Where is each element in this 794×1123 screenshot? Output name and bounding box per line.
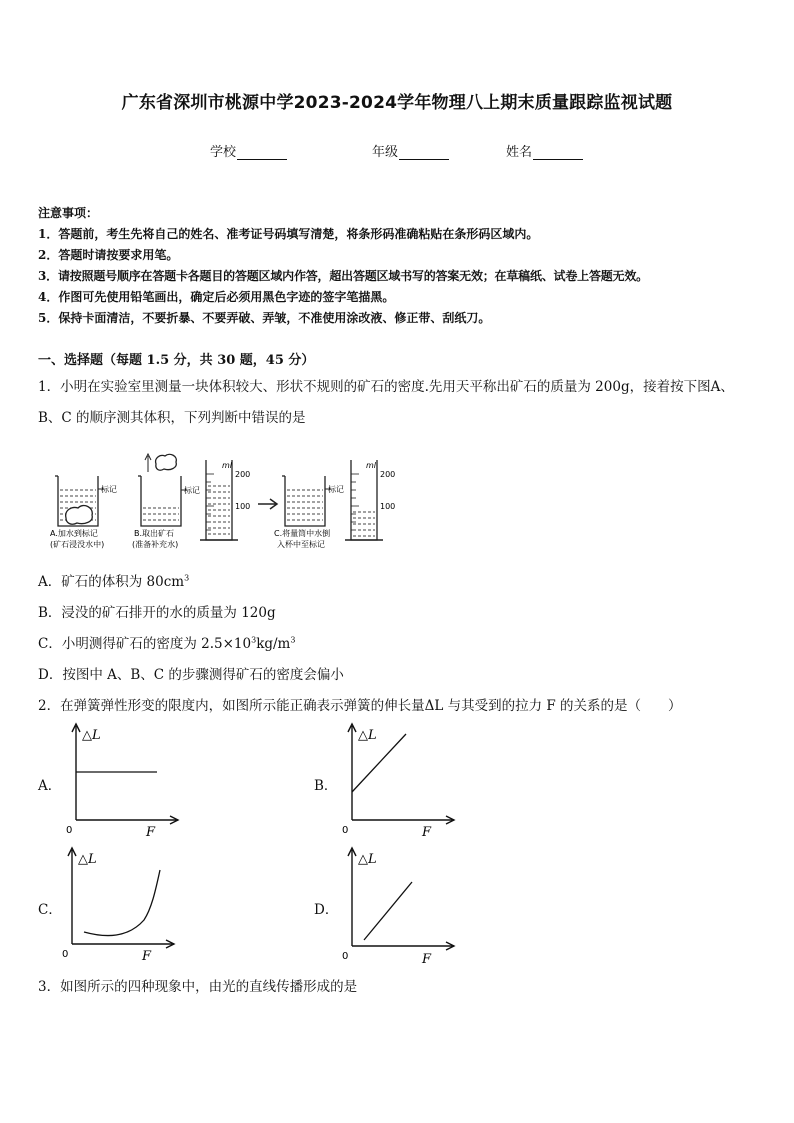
q1-option-a-sup: 3 (184, 573, 190, 583)
unit-ml-1: ml (222, 461, 233, 470)
graph-c-xlabel: F (142, 949, 152, 964)
beaker-c (282, 476, 331, 526)
q1-option-d[interactable]: D．按图中 A、B、C 的步骤测得矿石的密度会偏小 (38, 667, 344, 683)
notice-item-3: 3．请按照题号顺序在答题卡各题目的答题区域内作答，超出答题区域书写的答案无效；在草稿纸、试卷上答题无效。 (38, 269, 648, 283)
q2-graph-b[interactable] (338, 720, 468, 840)
beaker-a (55, 476, 104, 526)
q2-graph-c[interactable] (58, 844, 188, 964)
q1-option-b[interactable]: B．浸没的矿石排开的水的质量为 120g (38, 605, 276, 621)
q1-option-a-text: A．矿石的体积为 80cm (38, 574, 185, 590)
page-title: 广东省深圳市桃源中学2023-2024学年物理八上期末质量跟踪监视试题 (121, 93, 673, 113)
arrow-icon (258, 499, 277, 509)
school-label: 学校 (210, 145, 237, 160)
q1-text-line2: B、C 的顺序测其体积，下列判断中错误的是 (38, 410, 306, 426)
graph-c-origin: 0 (62, 949, 69, 960)
notice-heading: 注意事项： (38, 206, 99, 220)
caption-c1: C.将量筒中水倒 (274, 529, 331, 538)
q2-graph-d[interactable] (338, 844, 468, 968)
graph-a-xlabel: F (146, 825, 156, 840)
caption-b1: B.取出矿石 (134, 529, 175, 538)
q1-option-c[interactable] (38, 632, 295, 652)
q2-option-a-label[interactable]: A． (38, 778, 62, 794)
graph-b-ylabel: △L (358, 728, 377, 743)
caption-a1: A.加水到标记 (50, 529, 98, 538)
graph-b-origin: 0 (342, 825, 349, 836)
ore-rock (66, 506, 93, 525)
q1-figure (44, 452, 404, 556)
q1-option-c-sup1: 3 (251, 635, 257, 645)
q1-option-c-text: C．小明测得矿石的密度为 2.5×10 (38, 636, 252, 652)
graph-c-curve (84, 870, 160, 936)
tick-100-1: 100 (235, 502, 251, 511)
grade-blank[interactable] (399, 146, 449, 160)
name-label: 姓名 (506, 145, 533, 160)
caption-a2: (矿石浸没水中) (50, 540, 105, 549)
mark-label-a: 标记 (101, 485, 117, 494)
graph-a-ylabel: △L (82, 728, 101, 743)
q3-text: 3．如图所示的四种现象中，由光的直线传播形成的是 (38, 979, 358, 995)
name-blank[interactable] (533, 146, 583, 160)
school-field[interactable] (210, 141, 287, 160)
school-blank[interactable] (237, 146, 287, 160)
notice-item-2: 2．答题时请按要求用笔。 (38, 248, 179, 262)
tick-100-2: 100 (380, 502, 396, 511)
tick-200-1: 200 (235, 470, 251, 479)
graph-c-ylabel: △L (78, 852, 97, 867)
unit-ml-2: ml (366, 461, 377, 470)
grade-field[interactable] (372, 141, 449, 160)
ore-rock-lifted (156, 454, 177, 470)
beaker-b (138, 454, 187, 526)
cylinder-2 (345, 460, 383, 540)
q2-option-c-label[interactable]: C． (38, 902, 62, 918)
graph-d-origin: 0 (342, 951, 349, 962)
name-field[interactable] (506, 141, 583, 160)
graph-b-xlabel: F (422, 825, 432, 840)
mark-label-c: 标记 (328, 485, 344, 494)
graph-d-line (364, 882, 412, 940)
tick-200-2: 200 (380, 470, 396, 479)
q2-option-d-label[interactable]: D． (314, 902, 339, 918)
mark-label-b: 标记 (184, 486, 200, 495)
notice-item-4: 4．作图可先使用铅笔画出，确定后必须用黑色字迹的签字笔描黑。 (38, 290, 395, 304)
q2-option-b-label[interactable]: B． (314, 778, 338, 794)
q1-text-line1: 1．小明在实验室里测量一块体积较大、形状不规则的矿石的密度.先用天平称出矿石的质量为 200g，接着按下图A、 (38, 379, 734, 395)
cylinder-1 (200, 460, 238, 540)
grade-label: 年级 (372, 145, 399, 160)
caption-c2: 入杯中至标记 (277, 540, 325, 549)
notice-item-1: 1．答题前，考生先将自己的姓名、准考证号码填写清楚，将条形码准确粘贴在条形码区域内。 (38, 227, 539, 241)
q1-option-c-unit: kg/m (256, 636, 291, 652)
notice-item-5: 5．保持卡面清洁，不要折暴、不要弄破、弄皱，不准使用涂改液、修正带、刮纸刀。 (38, 311, 491, 325)
graph-d-xlabel: F (422, 952, 432, 967)
section-heading: 一、选择题（每题 1.5 分，共 30 题，45 分） (38, 353, 315, 368)
graph-d-ylabel: △L (358, 852, 377, 867)
q1-option-a[interactable] (38, 570, 189, 590)
graph-a-origin: 0 (66, 825, 73, 836)
q2-text: 2．在弹簧弹性形变的限度内，如图所示能正确表示弹簧的伸长量ΔL 与其受到的拉力 F 的关系的是（ ） (38, 698, 682, 714)
q1-option-c-sup2: 3 (290, 635, 296, 645)
q2-graph-a[interactable] (62, 720, 192, 840)
caption-b2: (准备补充水) (132, 540, 179, 549)
